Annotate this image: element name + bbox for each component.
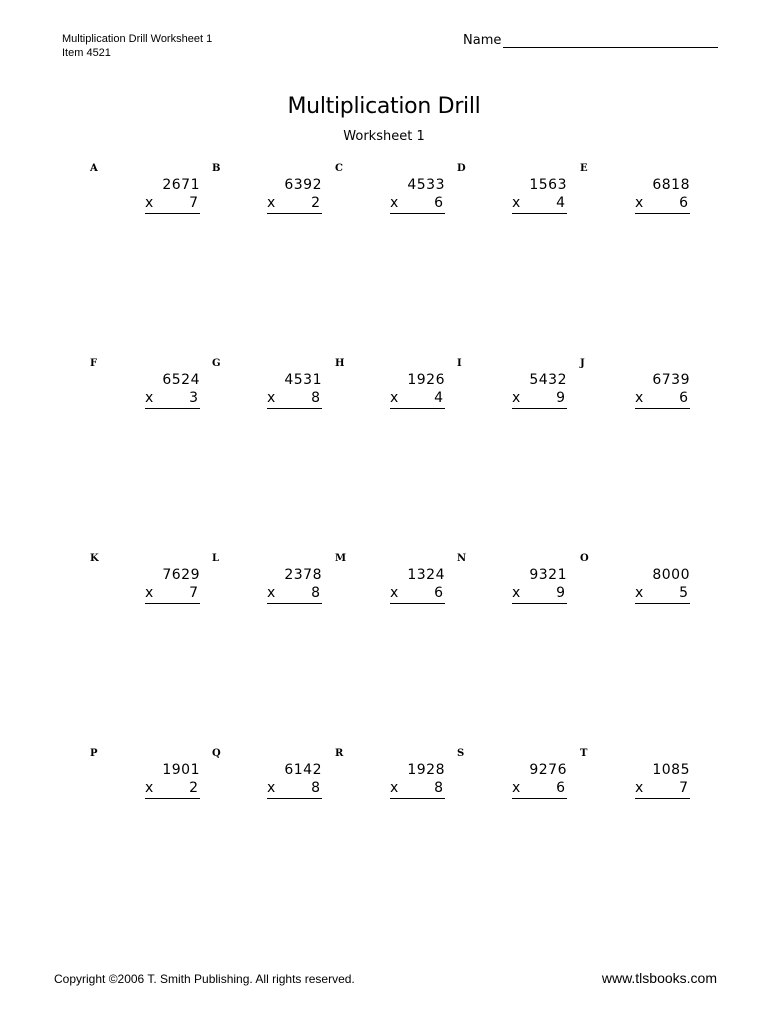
problem-k bbox=[90, 553, 200, 613]
problem-multiplier: 6 bbox=[679, 195, 688, 211]
multiply-operator: x bbox=[390, 585, 399, 601]
multiply-operator: x bbox=[145, 780, 154, 796]
multiply-operator: x bbox=[145, 585, 154, 601]
problem-multiplier: 2 bbox=[189, 780, 198, 796]
multiply-operator: x bbox=[390, 780, 399, 796]
problem-multiplier: 6 bbox=[434, 195, 443, 211]
problem-label: M bbox=[335, 553, 347, 564]
problem-multiplier-row bbox=[145, 585, 200, 604]
problem-multiplicand: 2671 bbox=[162, 177, 200, 193]
problem-multiplier-row bbox=[390, 195, 445, 214]
problem-multiplier-row bbox=[635, 195, 690, 214]
name-blank-line[interactable] bbox=[503, 33, 718, 48]
problem-multiplier: 2 bbox=[311, 195, 320, 211]
problem-multiplier-row bbox=[267, 585, 322, 604]
problem-multiplicand: 6142 bbox=[284, 762, 322, 778]
problem-multiplicand: 5432 bbox=[529, 372, 567, 388]
multiply-operator: x bbox=[390, 390, 399, 406]
multiply-operator: x bbox=[267, 390, 276, 406]
multiply-operator: x bbox=[145, 390, 154, 406]
problem-multiplicand: 9321 bbox=[529, 567, 567, 583]
problem-p bbox=[90, 748, 200, 808]
problem-multiplicand: 4531 bbox=[284, 372, 322, 388]
problem-multiplicand: 6739 bbox=[652, 372, 690, 388]
problem-label: T bbox=[580, 748, 588, 759]
problem-multiplicand: 6392 bbox=[284, 177, 322, 193]
multiply-operator: x bbox=[512, 195, 521, 211]
problem-multiplicand: 4533 bbox=[407, 177, 445, 193]
problem-label: L bbox=[212, 553, 220, 564]
problem-q bbox=[212, 748, 322, 808]
name-field bbox=[463, 33, 718, 48]
problem-g bbox=[212, 358, 322, 418]
problem-e bbox=[580, 163, 690, 223]
problem-multiplier: 3 bbox=[189, 390, 198, 406]
problem-multiplicand: 1563 bbox=[529, 177, 567, 193]
problem-multiplicand: 1928 bbox=[407, 762, 445, 778]
problem-label: B bbox=[212, 163, 221, 174]
name-label: Name bbox=[463, 33, 502, 48]
problem-label: J bbox=[580, 358, 585, 369]
problem-multiplicand: 1085 bbox=[652, 762, 690, 778]
multiply-operator: x bbox=[635, 390, 644, 406]
multiply-operator: x bbox=[635, 780, 644, 796]
problem-multiplier: 8 bbox=[311, 585, 320, 601]
problem-multiplier-row bbox=[635, 780, 690, 799]
problem-o bbox=[580, 553, 690, 613]
problem-multiplier-row bbox=[512, 195, 567, 214]
problem-r bbox=[335, 748, 445, 808]
problem-multiplier-row bbox=[145, 390, 200, 409]
problem-multiplier: 9 bbox=[556, 585, 565, 601]
multiply-operator: x bbox=[267, 780, 276, 796]
problem-t bbox=[580, 748, 690, 808]
problem-multiplier-row bbox=[267, 780, 322, 799]
worksheet-header bbox=[62, 32, 212, 60]
problem-i bbox=[457, 358, 567, 418]
problem-label: H bbox=[335, 358, 345, 369]
multiply-operator: x bbox=[145, 195, 154, 211]
problem-multiplier-row bbox=[390, 585, 445, 604]
multiply-operator: x bbox=[512, 390, 521, 406]
problem-a bbox=[90, 163, 200, 223]
page-title: Multiplication Drill bbox=[287, 94, 481, 119]
problem-multiplier: 4 bbox=[434, 390, 443, 406]
problem-multiplier: 4 bbox=[556, 195, 565, 211]
problem-h bbox=[335, 358, 445, 418]
problem-label: P bbox=[90, 748, 98, 759]
problem-label: I bbox=[457, 358, 462, 369]
problem-multiplicand: 7629 bbox=[162, 567, 200, 583]
problem-label: D bbox=[457, 163, 466, 174]
problem-multiplier-row bbox=[145, 195, 200, 214]
problem-multiplier: 6 bbox=[434, 585, 443, 601]
problem-multiplier: 6 bbox=[679, 390, 688, 406]
problem-b bbox=[212, 163, 322, 223]
website-link[interactable]: www.tlsbooks.com bbox=[601, 970, 717, 986]
problem-s bbox=[457, 748, 567, 808]
problem-label: F bbox=[90, 358, 98, 369]
problem-multiplier: 5 bbox=[679, 585, 688, 601]
problem-multiplier: 6 bbox=[556, 780, 565, 796]
multiply-operator: x bbox=[512, 585, 521, 601]
problem-multiplier-row bbox=[635, 585, 690, 604]
copyright-text: Copyright ©2006 T. Smith Publishing. All rights reserved. bbox=[54, 972, 355, 986]
problem-multiplier-row bbox=[512, 780, 567, 799]
problem-multiplier: 7 bbox=[679, 780, 688, 796]
problem-label: E bbox=[580, 163, 588, 174]
problem-multiplicand: 1926 bbox=[407, 372, 445, 388]
problem-multiplier-row bbox=[390, 780, 445, 799]
multiply-operator: x bbox=[635, 585, 644, 601]
problem-multiplicand: 8000 bbox=[652, 567, 690, 583]
problem-f bbox=[90, 358, 200, 418]
problem-d bbox=[457, 163, 567, 223]
problem-m bbox=[335, 553, 445, 613]
problem-label: S bbox=[457, 748, 465, 759]
problem-c bbox=[335, 163, 445, 223]
problem-multiplier: 7 bbox=[189, 195, 198, 211]
problem-label: G bbox=[212, 358, 221, 369]
multiply-operator: x bbox=[512, 780, 521, 796]
problem-label: N bbox=[457, 553, 467, 564]
multiply-operator: x bbox=[267, 585, 276, 601]
worksheet-name: Multiplication Drill Worksheet 1 bbox=[62, 33, 213, 45]
problem-multiplier-row bbox=[635, 390, 690, 409]
problem-multiplicand: 1324 bbox=[407, 567, 445, 583]
item-number: Item 4521 bbox=[62, 47, 111, 59]
problem-label: K bbox=[90, 553, 99, 564]
problem-multiplier-row bbox=[512, 390, 567, 409]
problem-label: A bbox=[90, 163, 98, 174]
problem-multiplicand: 9276 bbox=[529, 762, 567, 778]
problem-multiplicand: 6524 bbox=[162, 372, 200, 388]
problem-multiplicand: 6818 bbox=[652, 177, 690, 193]
problem-multiplier: 8 bbox=[311, 390, 320, 406]
problem-multiplier: 9 bbox=[556, 390, 565, 406]
multiply-operator: x bbox=[267, 195, 276, 211]
problem-label: Q bbox=[212, 748, 221, 759]
problem-n bbox=[457, 553, 567, 613]
problem-multiplier: 8 bbox=[311, 780, 320, 796]
problem-multiplicand: 1901 bbox=[162, 762, 200, 778]
problem-multiplier-row bbox=[267, 390, 322, 409]
problem-multiplier-row bbox=[390, 390, 445, 409]
problem-multiplier: 8 bbox=[434, 780, 443, 796]
page-subtitle: Worksheet 1 bbox=[343, 129, 425, 144]
problem-label: R bbox=[335, 748, 344, 759]
problem-label: O bbox=[580, 553, 589, 564]
problem-multiplier-row bbox=[145, 780, 200, 799]
multiply-operator: x bbox=[390, 195, 399, 211]
problem-multiplicand: 2378 bbox=[284, 567, 322, 583]
problem-label: C bbox=[335, 163, 343, 174]
multiply-operator: x bbox=[635, 195, 644, 211]
problem-j bbox=[580, 358, 690, 418]
problem-l bbox=[212, 553, 322, 613]
problem-multiplier: 7 bbox=[189, 585, 198, 601]
problem-multiplier-row bbox=[267, 195, 322, 214]
problem-multiplier-row bbox=[512, 585, 567, 604]
